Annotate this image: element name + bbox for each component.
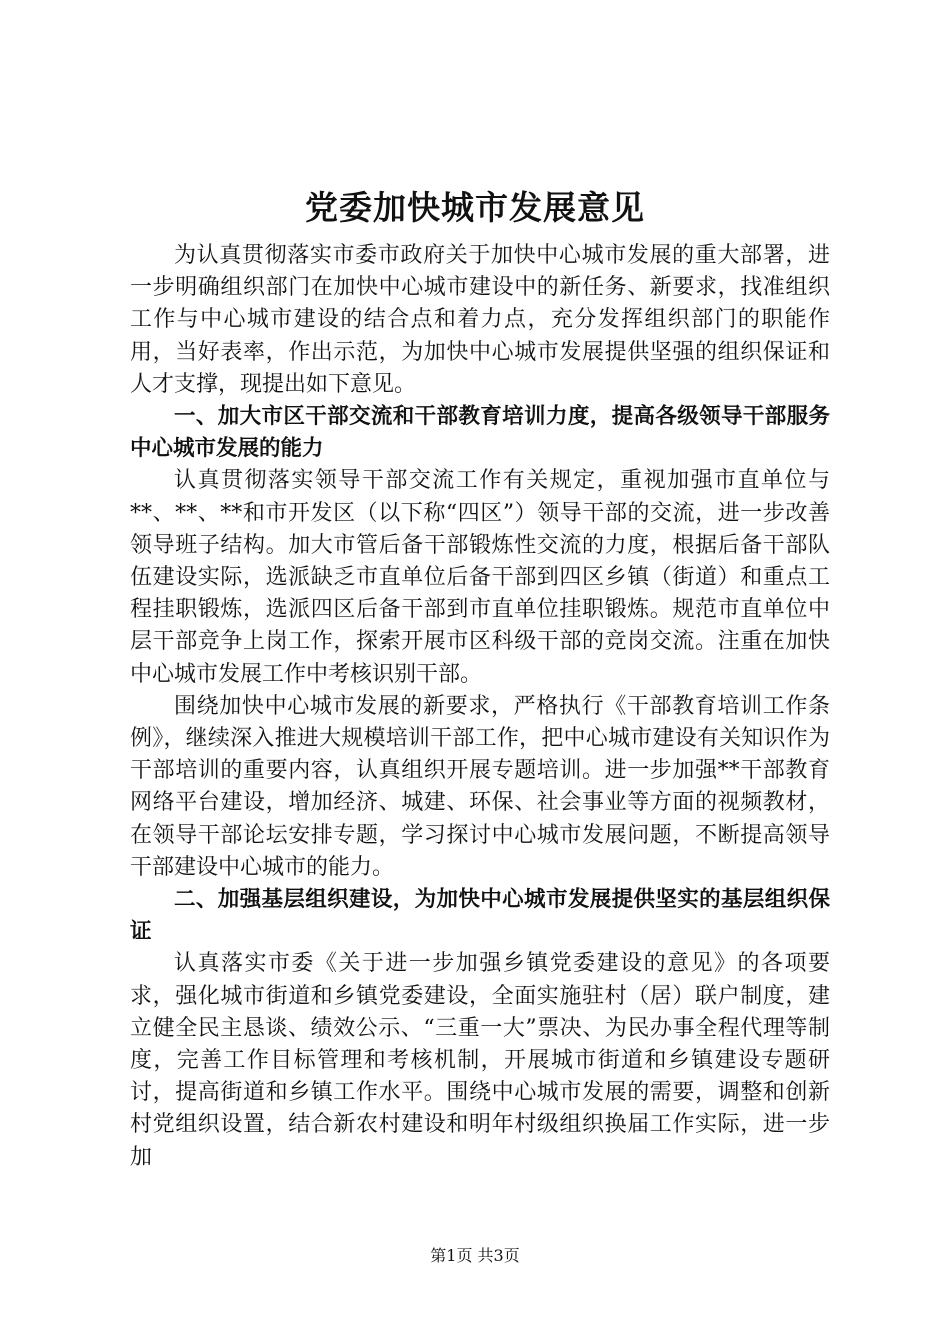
intro-paragraph: 为认真贯彻落实市委市政府关于加快中心城市发展的重大部署，进一步明确组织部门在加快中心城市建设中的新任务、新要求，找准组织工作与中心城市建设的结合点和着力点，充分发挥组织部门的职能作用，当好表率，作出示范，为加快中心城市发展提供坚强的组织保证和人才支撑，现提出如下意见。 — [130, 243, 830, 397]
section-2-paragraph-1: 认真落实市委《关于进一步加强乡镇党委建设的意见》的各项要求，强化城市街道和乡镇党委建设，全面实施驻村（居）联户制度，建立健全民主恳谈、绩效公示、“三重一大”票决、为民办事全程代理等制度，完善工作目标管理和考核机制，开展城市街道和乡镇建设专题研讨，提高街道和乡镇工作水平。围绕中心城市发展的需要，调整和创新村党组织设置，结合新农村建设和明年村级组织换届工作实际，进一步加 — [130, 951, 830, 1170]
section-heading-1: 一、加大市区干部交流和干部教育培训力度，提高各级领导干部服务中心城市发展的能力 — [130, 404, 830, 462]
section-1-paragraph-1: 认真贯彻落实领导干部交流工作有关规定，重视加强市直单位与**、**、**和市开发区（以下称“四区”）领导干部的交流，进一步改善领导班子结构。加大市管后备干部锻炼性交流的力度，根据后备干部队伍建设实际，选派缺乏市直单位后备干部到四区乡镇（街道）和重点工程挂职锻炼，选派四区后备干部到市直单位挂职锻炼。规范市直单位中层干部竞争上岗工作，探索开展市区科级干部的竞岗交流。注重在加快中心城市发展工作中考核识别干部。 — [130, 468, 830, 687]
page-number-footer: 第1页 共3页 — [430, 1246, 520, 1265]
section-1-paragraph-2: 围绕加快中心城市发展的新要求，严格执行《干部教育培训工作条例》，继续深入推进大规模培训干部工作，把中心城市建设有关知识作为干部培训的重要内容，认真组织开展专题培训。进一步加强**干部教育网络平台建设，增加经济、城建、环保、社会事业等方面的视频教材，在领导干部论坛安排专题，学习探讨中心城市发展问题，不断提高领导干部建设中心城市的能力。 — [130, 693, 830, 880]
section-heading-2: 二、加强基层组织建设，为加快中心城市发展提供坚实的基层组织保证 — [130, 887, 830, 945]
document-title: 党委加快城市发展意见 — [305, 188, 645, 227]
document-body — [130, 240, 830, 1174]
